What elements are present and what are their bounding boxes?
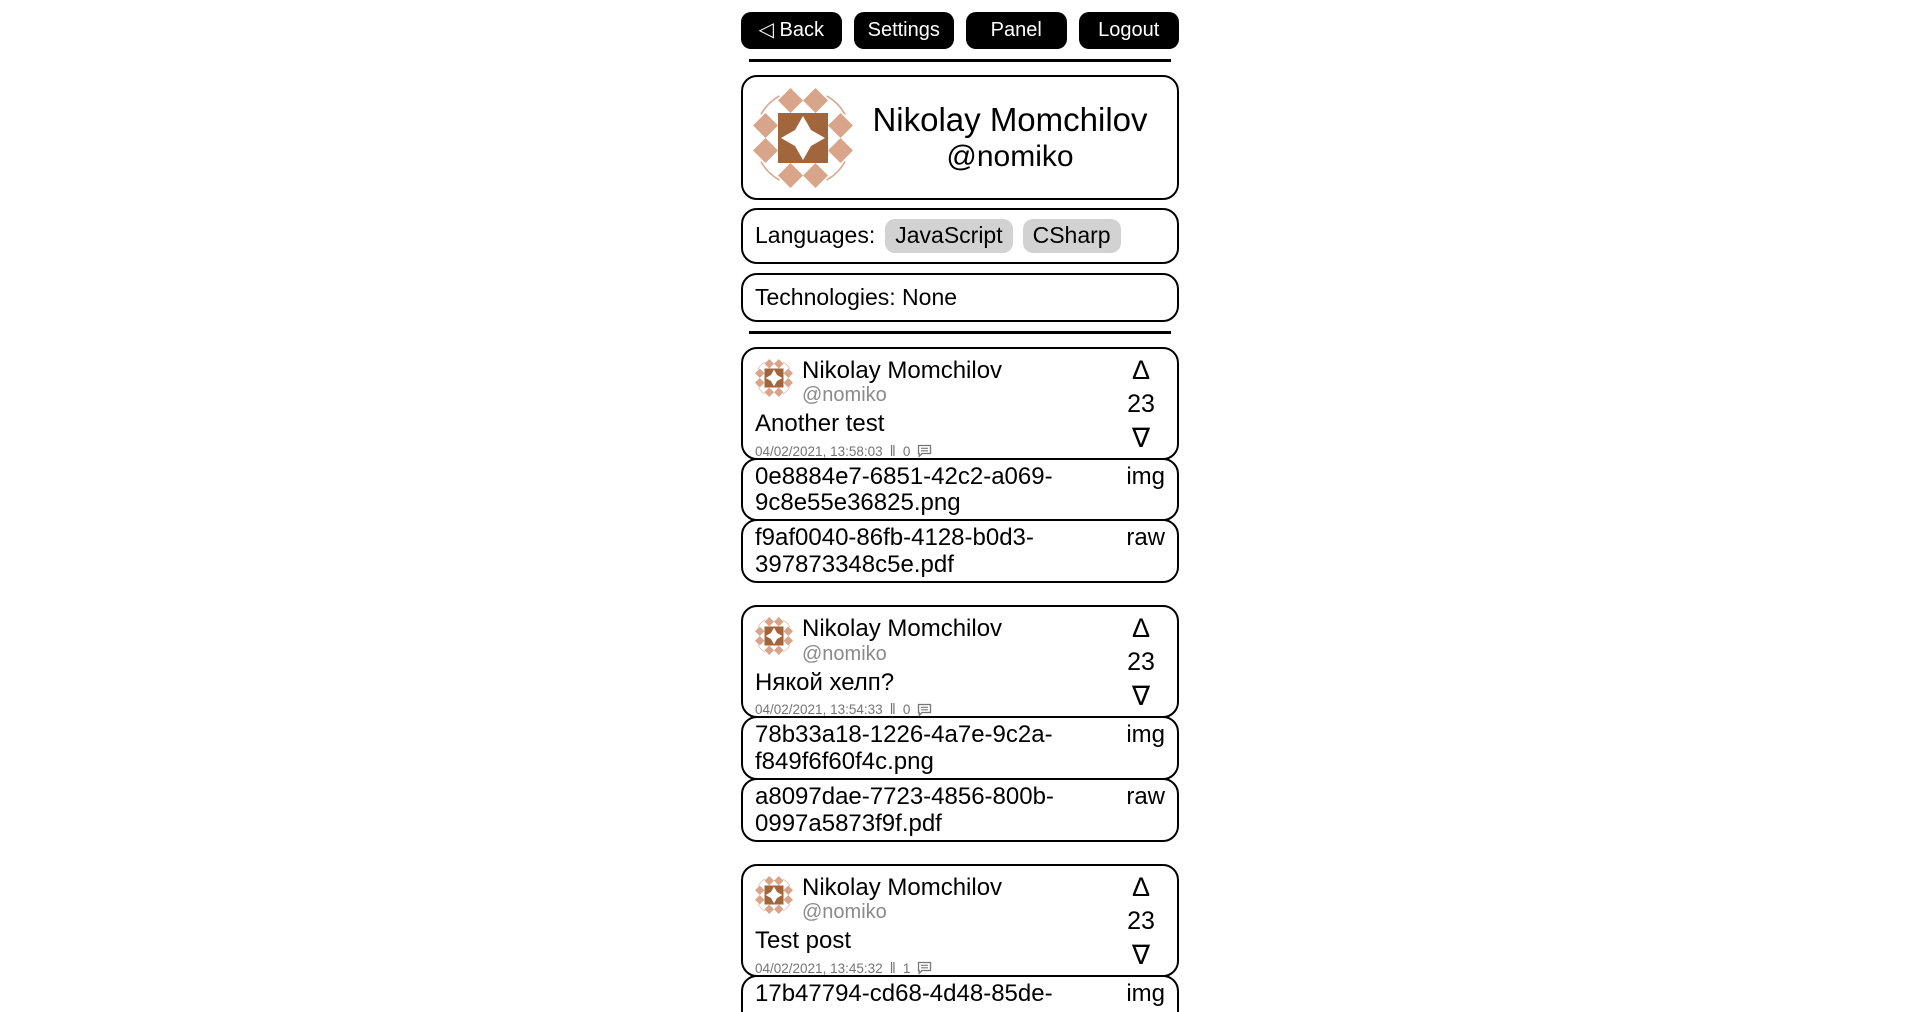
post-title: Another test — [755, 410, 885, 438]
post-header[interactable] — [741, 864, 1179, 977]
post-meta — [755, 701, 1165, 718]
upvote-button[interactable]: Δ — [1131, 354, 1151, 385]
post-avatar-icon — [755, 359, 793, 397]
vote-panel — [1121, 354, 1161, 453]
attachment-row[interactable] — [741, 975, 1179, 1012]
post-author-name: Nikolay Momchilov — [802, 356, 1003, 384]
upvote-button[interactable]: Δ — [1131, 613, 1151, 644]
post-title: Някой хелп? — [755, 668, 895, 696]
post — [741, 864, 1179, 1012]
post-timestamp: 04/02/2021, 13:45:32 — [755, 960, 883, 976]
technologies-label: Technologies: None — [755, 283, 958, 310]
vote-panel — [1121, 615, 1161, 710]
divider — [749, 331, 1171, 334]
post-author-row — [755, 615, 1165, 666]
post-author-name: Nikolay Momchilov — [802, 873, 1003, 901]
vote-score: 23 — [1127, 906, 1155, 935]
attachment-type: img — [1126, 462, 1165, 490]
language-tag-csharp: CSharp — [1023, 219, 1121, 253]
post — [741, 605, 1179, 842]
profile-names — [853, 100, 1167, 175]
post-author-handle: @nomiko — [802, 901, 887, 924]
attachment-row[interactable] — [741, 778, 1179, 842]
post-author-row — [755, 354, 1165, 408]
post-author-handle: @nomiko — [802, 384, 887, 407]
post — [741, 347, 1179, 584]
upvote-button[interactable]: Δ — [1131, 871, 1151, 902]
profile-avatar-icon — [753, 88, 853, 188]
post-timestamp: 04/02/2021, 13:58:03 — [755, 443, 883, 459]
attachment-type: raw — [1126, 782, 1165, 810]
post-title: Test post — [755, 927, 852, 955]
meta-separator: ‖ — [889, 959, 896, 977]
attachment-filename: a8097dae-7723-4856-800b-0997a5873f9f.pdf — [755, 782, 1054, 837]
back-button[interactable]: ◁ Back — [741, 12, 842, 49]
attachment-filename: 0e8884e7-6851-42c2-a069-9c8e55e36825.png — [755, 462, 1053, 517]
comment-count: 1 — [902, 960, 911, 976]
post-author-handle: @nomiko — [802, 642, 887, 665]
comment-count: 0 — [902, 702, 911, 718]
comment-icon — [917, 703, 932, 717]
logout-button[interactable]: Logout — [1079, 12, 1180, 49]
attachment-filename: 17b47794-cd68-4d48-85de- — [755, 979, 1053, 1007]
attachment-row[interactable] — [741, 519, 1179, 583]
vote-panel — [1121, 871, 1161, 970]
comment-icon — [917, 961, 932, 975]
post-author-row — [755, 871, 1165, 925]
profile-card — [741, 75, 1179, 200]
attachment-type: img — [1126, 979, 1165, 1007]
settings-button[interactable]: Settings — [854, 12, 955, 49]
attachment-filename: 78b33a18-1226-4a7e-9c2a-f849f6f60f4c.png — [755, 721, 1053, 775]
downvote-button[interactable]: ∇ — [1131, 939, 1151, 970]
profile-name: Nikolay Momchilov — [872, 101, 1148, 139]
attachment-row[interactable] — [741, 458, 1179, 522]
attachment-row[interactable] — [741, 716, 1179, 780]
post-author-info — [802, 874, 1002, 925]
post-header[interactable] — [741, 347, 1179, 460]
downvote-button[interactable]: ∇ — [1131, 681, 1151, 712]
languages-card — [741, 208, 1179, 264]
attachment-type: img — [1126, 721, 1165, 749]
meta-separator: ‖ — [889, 701, 896, 719]
content-column — [741, 12, 1179, 1012]
post-author-info — [802, 615, 1002, 666]
post-meta — [755, 960, 1165, 977]
post-header[interactable] — [741, 605, 1179, 718]
technologies-card — [741, 273, 1179, 322]
meta-separator: ‖ — [889, 442, 896, 460]
languages-label: Languages: — [755, 222, 876, 249]
profile-handle: @nomiko — [946, 140, 1074, 174]
downvote-button[interactable]: ∇ — [1131, 422, 1151, 453]
comment-icon — [917, 444, 932, 458]
vote-score: 23 — [1127, 648, 1155, 677]
post-avatar-icon — [755, 617, 793, 655]
attachment-type: raw — [1126, 524, 1165, 552]
comment-count: 0 — [902, 443, 911, 459]
panel-button[interactable]: Panel — [966, 12, 1067, 49]
attachment-filename: f9af0040-86fb-4128-b0d3-397873348c5e.pdf — [755, 524, 1034, 579]
divider — [749, 59, 1171, 62]
post-author-name: Nikolay Momchilov — [802, 615, 1003, 643]
vote-score: 23 — [1127, 389, 1155, 418]
post-avatar-icon — [755, 876, 793, 914]
post-meta — [755, 443, 1165, 460]
toolbar — [741, 12, 1179, 49]
post-timestamp: 04/02/2021, 13:54:33 — [755, 702, 883, 718]
post-author-info — [802, 357, 1002, 408]
language-tag-javascript: JavaScript — [885, 219, 1012, 253]
